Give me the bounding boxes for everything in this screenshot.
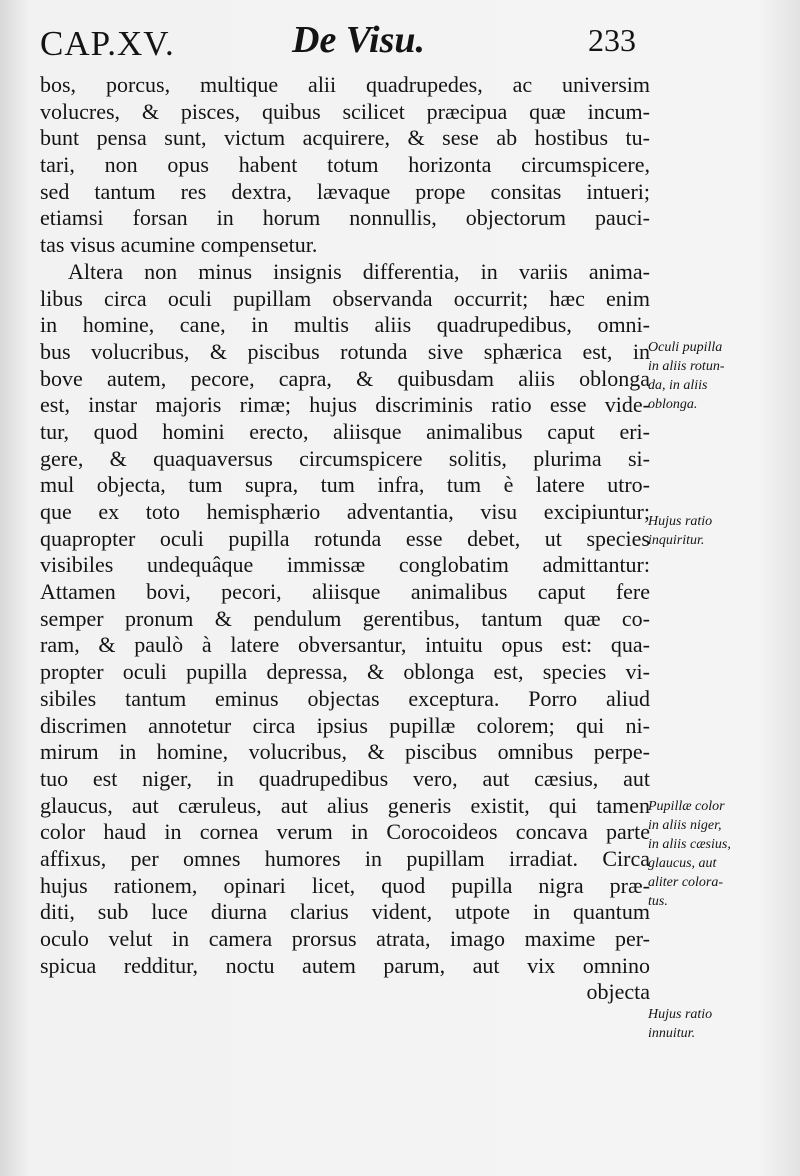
text-line: sibiles tantum eminus objectas exceptura. Porro aliud: [40, 685, 650, 711]
marginal-note-reason-suggested: [648, 1005, 773, 1043]
marginal-note-line: in aliis niger,: [648, 818, 722, 833]
text-line: bove autem, pecore, capra, & quibusdam aliis oblonga: [40, 365, 650, 391]
text-line: diti, sub luce diurna clarius vident, utpote in quantum: [40, 899, 650, 925]
marginal-note-line: Hujus ratio: [648, 514, 713, 529]
text-line: tas visus acumine compensetur.: [40, 232, 318, 258]
marginal-note-line: in aliis cæsius,: [648, 837, 731, 852]
text-line: mul objecta, tum supra, tum infra, tum è latere utro-: [40, 472, 650, 498]
marginal-note-line: da, in aliis: [648, 378, 708, 393]
marginal-note-line: Pupillæ color: [648, 799, 725, 814]
text-line: bus volucribus, & piscibus rotunda sive sphærica est, in: [40, 338, 650, 364]
marginal-note-line: Oculi pupilla: [648, 340, 723, 355]
marginal-note-line: Hujus ratio: [648, 1007, 713, 1022]
text-line: bunt pensa sunt, victum acquirere, & sese ab hostibus tu-: [40, 125, 650, 151]
text-line: visibiles undequâque immissæ conglobatim admittantur:: [40, 552, 650, 578]
marginal-note-line: oblonga.: [648, 397, 698, 412]
catchword: objecta: [586, 979, 650, 1005]
main-text-column: [40, 72, 650, 1006]
text-line: Attamen bovi, pecori, aliisque animalibus caput fere: [40, 579, 650, 605]
page-number: 233: [588, 22, 636, 58]
text-line: gere, & quaquaversus circumspicere solitis, plurima si-: [40, 445, 650, 471]
text-line: volucres, & pisces, quibus scilicet præcipua quæ incum-: [40, 98, 650, 124]
marginal-note-line: glaucus, aut: [648, 856, 717, 871]
text-line: quapropter oculi pupilla rotunda esse debet, ut species: [40, 525, 650, 551]
text-line: glaucus, aut cæruleus, aut alius generis existit, qui tamen: [40, 792, 650, 818]
marginal-note-pupil-color: [648, 797, 773, 911]
text-line: in homine, cane, in multis aliis quadrupedibus, omni-: [40, 312, 650, 338]
marginal-note-pupil-shape: [648, 338, 773, 414]
running-title: De Visu.: [292, 19, 426, 61]
text-line: tur, quod homini erecto, aliisque animalibus caput eri-: [40, 418, 650, 444]
marginal-note-line: inquiritur.: [648, 533, 705, 548]
text-line: que ex toto hemisphærio adventantia, visu excipiuntur;: [40, 499, 650, 524]
marginal-note-line: tus.: [648, 894, 668, 909]
text-line: tari, non opus habent totum horizonta circumspicere,: [40, 152, 650, 178]
text-line: Altera non minus insignis differentia, in variis anima-: [68, 258, 650, 284]
text-line: discrimen annotetur circa ipsius pupillæ colorem; qui ni-: [40, 712, 650, 738]
text-line: oculo velut in camera prorsus atrata, imago maxime per-: [40, 926, 650, 951]
text-line: color haud in cornea verum in Corocoideos concava parte: [40, 819, 650, 845]
text-line: spicua redditur, noctu autem parum, aut vix omnino: [40, 952, 650, 978]
running-header: [0, 10, 800, 70]
text-line: libus circa oculi pupillam observanda occurrit; hæc enim: [40, 285, 650, 311]
text-line: mirum in homine, volucribus, & piscibus omnibus perpe-: [40, 739, 650, 765]
text-line: est, instar majoris rimæ; hujus discriminis ratio esse vide-: [40, 392, 650, 418]
text-line: propter oculi pupilla depressa, & oblonga est, species vi-: [40, 659, 650, 685]
text-line: ram, & paulò à latere obversantur, intuitu opus est: qua-: [40, 632, 650, 658]
text-line: bos, porcus, multique alii quadrupedes, ac universim: [40, 72, 650, 97]
marginal-note-line: in aliis rotun-: [648, 359, 725, 374]
text-line: semper pronum & pendulum gerentibus, tantum quæ co-: [40, 605, 650, 631]
marginal-note-line: innuitur.: [648, 1026, 696, 1041]
text-line: tuo est niger, in quadrupedibus vero, aut cæsius, aut: [40, 765, 650, 791]
marginal-note-line: aliter colora-: [648, 875, 724, 890]
text-line: etiamsi forsan in horum nonnullis, objectorum pauci-: [40, 205, 650, 231]
chapter-heading: CAP.XV.: [40, 24, 175, 63]
text-line: sed tantum res dextra, lævaque prope consitas intueri;: [40, 178, 650, 204]
text-line: hujus rationem, opinari licet, quod pupilla nigra præ-: [40, 872, 650, 898]
text-line: affixus, per omnes humores in pupillam irradiat. Circa: [40, 845, 650, 871]
marginal-note-reason-inquired: [648, 512, 773, 550]
